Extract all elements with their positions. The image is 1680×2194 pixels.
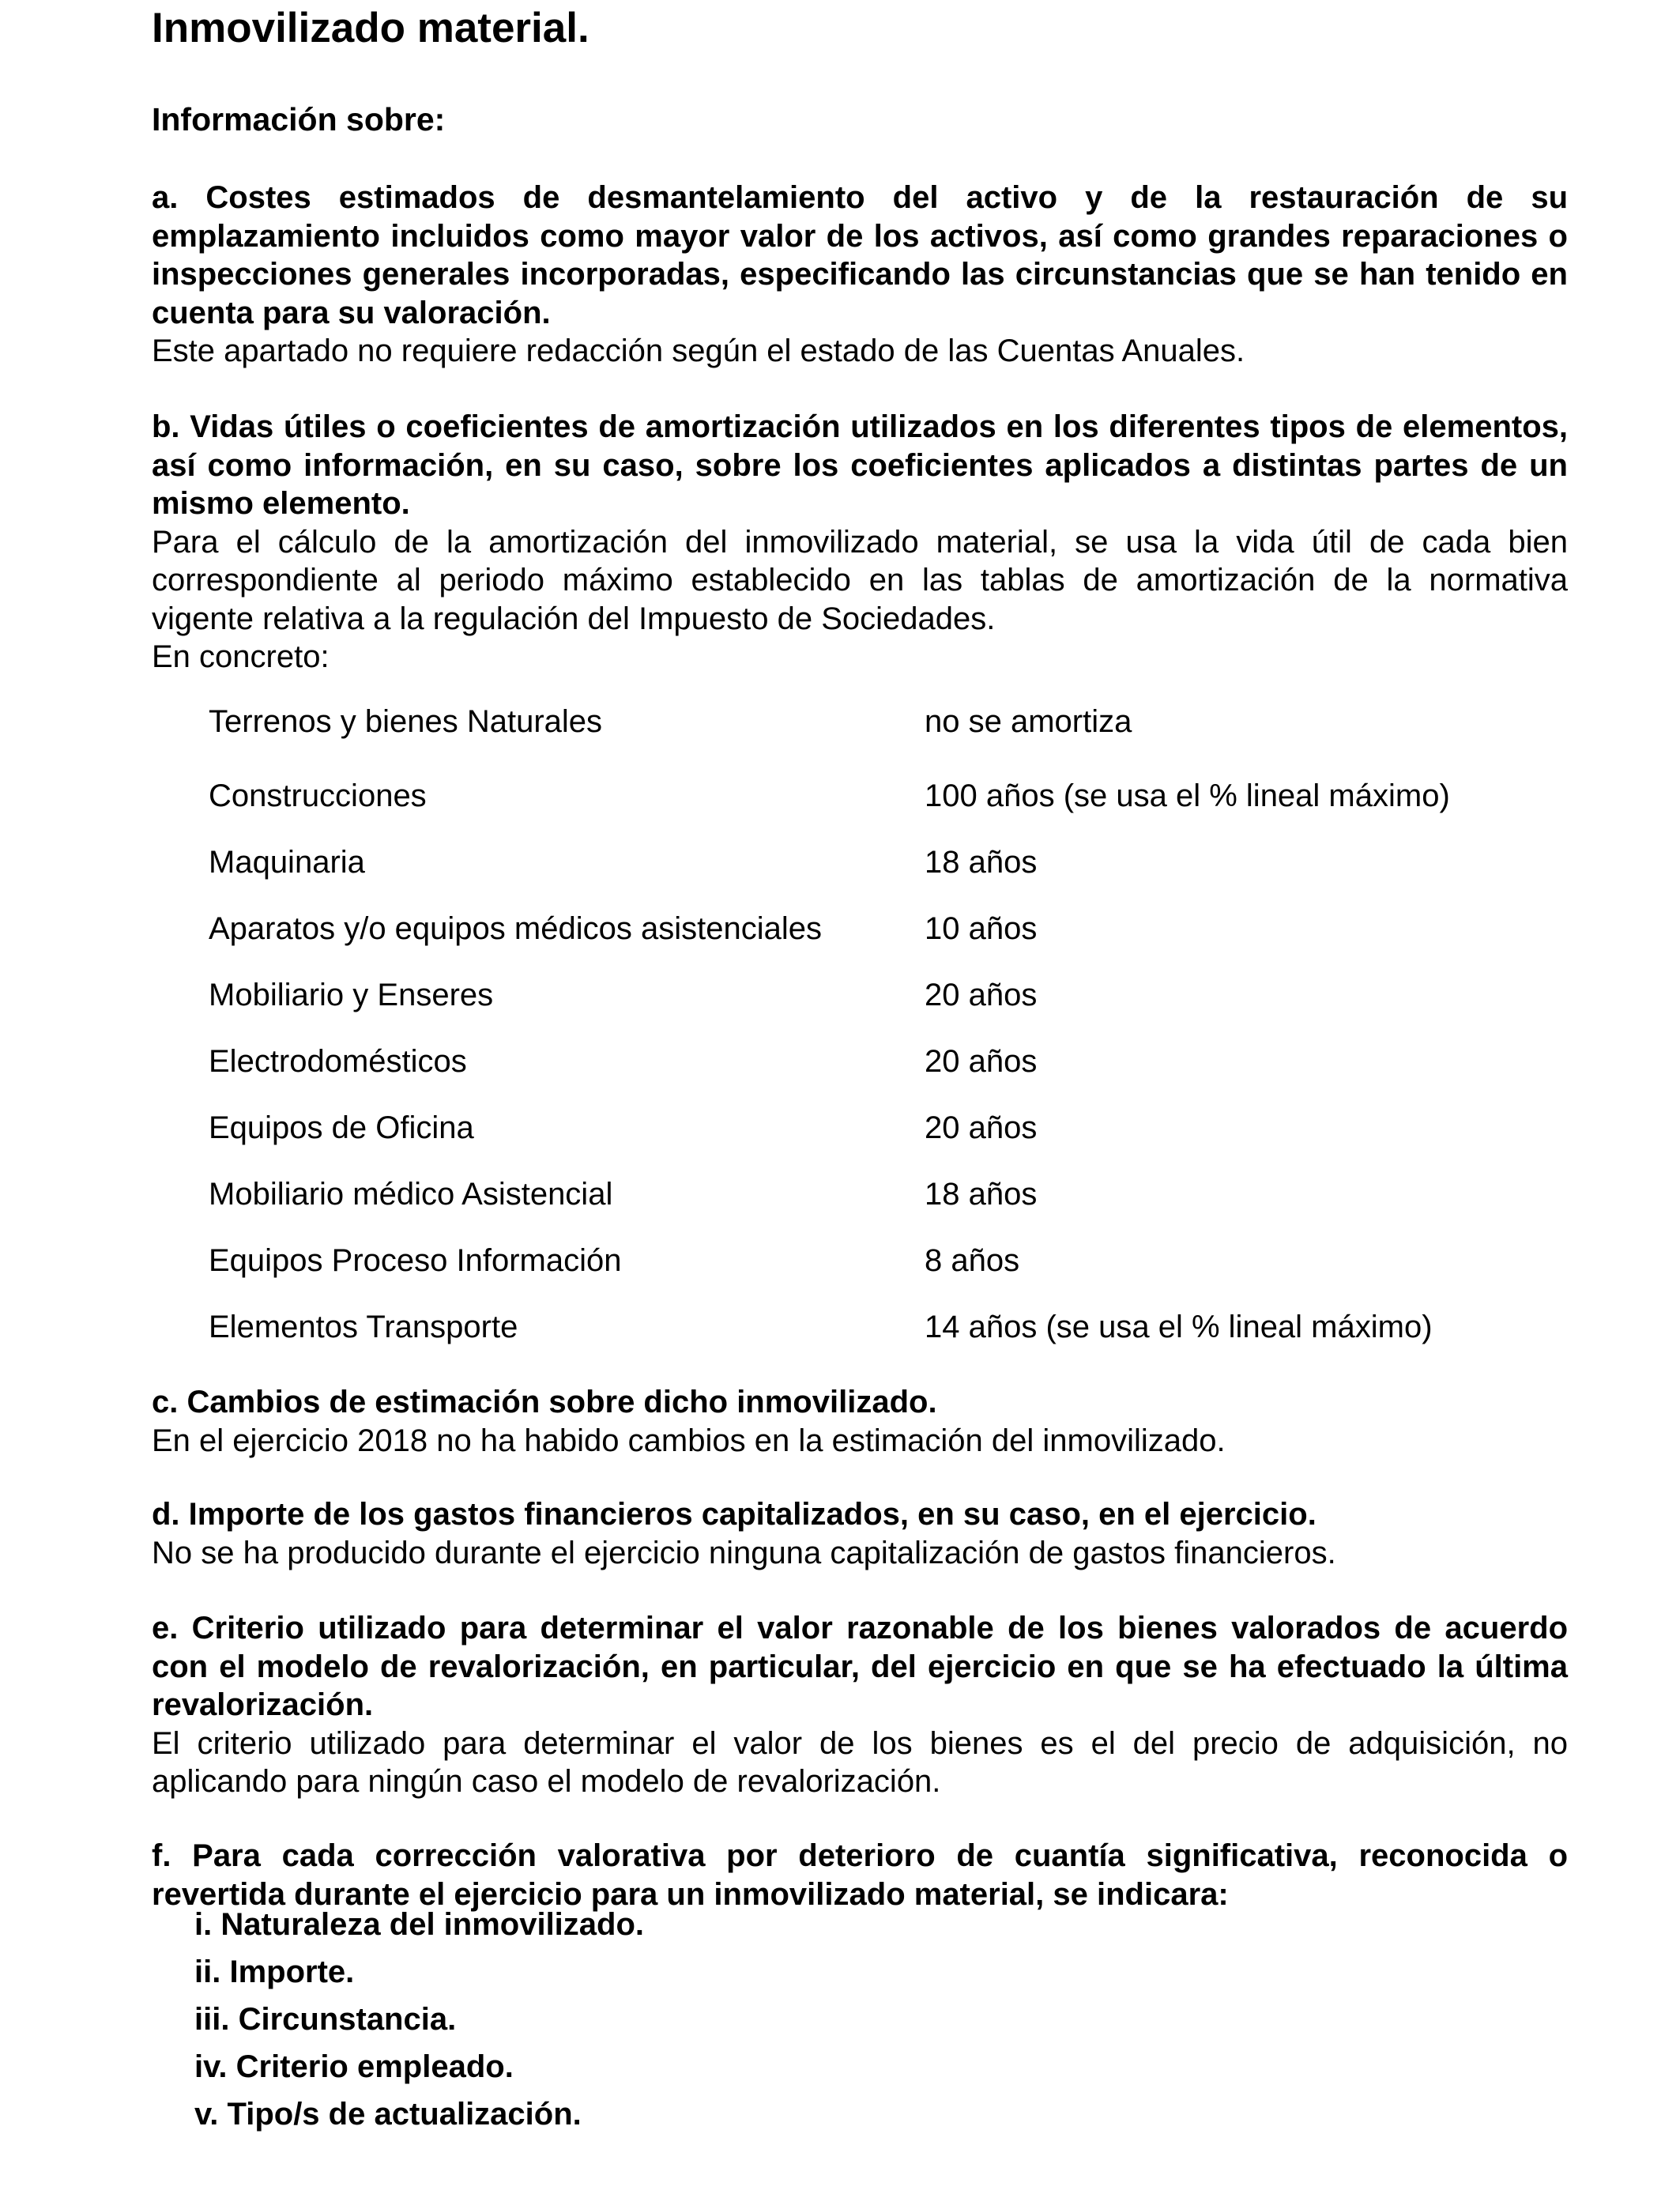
section-b bbox=[152, 408, 1568, 677]
table-row bbox=[209, 975, 1568, 1015]
table-row bbox=[209, 1174, 1568, 1214]
section-c bbox=[152, 1383, 1568, 1460]
useful-life: 20 años bbox=[925, 1110, 1038, 1145]
asset-type: Equipos de Oficina bbox=[209, 1110, 474, 1145]
table-row bbox=[209, 702, 1568, 741]
table-row bbox=[209, 909, 1568, 948]
table-row bbox=[209, 1042, 1568, 1081]
table-row bbox=[209, 1108, 1568, 1148]
asset-type: Aparatos y/o equipos médicos asistenciales bbox=[209, 911, 822, 946]
section-d-heading: d. Importe de los gastos financieros capitalizados, en su caso, en el ejercicio. bbox=[152, 1497, 1317, 1532]
asset-type: Maquinaria bbox=[209, 845, 365, 880]
page-subtitle: Información sobre: bbox=[152, 101, 446, 138]
table-row bbox=[209, 1307, 1568, 1347]
section-e bbox=[152, 1609, 1568, 1801]
asset-type: Electrodomésticos bbox=[209, 1044, 467, 1079]
section-f-heading: f. Para cada corrección valorativa por deterioro de cuantía significativa, reconocida o revertida durante el ejercicio para un inmovilizado material, se indicara: bbox=[152, 1838, 1568, 1912]
asset-type: Mobiliario médico Asistencial bbox=[209, 1177, 613, 1212]
useful-life: 20 años bbox=[925, 978, 1038, 1012]
section-f bbox=[152, 1837, 1568, 1913]
useful-life: 20 años bbox=[925, 1044, 1038, 1079]
section-d-body: No se ha producido durante el ejercicio ninguna capitalización de gastos financieros. bbox=[152, 1535, 1336, 1570]
section-c-body: En el ejercicio 2018 no ha habido cambios en la estimación del inmovilizado. bbox=[152, 1423, 1226, 1458]
list-item: i. Naturaleza del inmovilizado. bbox=[194, 1907, 645, 1942]
list-item: iv. Criterio empleado. bbox=[194, 2049, 514, 2084]
useful-life: 18 años bbox=[925, 845, 1038, 880]
asset-type: Elementos Transporte bbox=[209, 1310, 518, 1344]
section-a bbox=[152, 179, 1568, 371]
asset-type: Terrenos y bienes Naturales bbox=[209, 704, 603, 739]
list-item: v. Tipo/s de actualización. bbox=[194, 2097, 582, 2132]
asset-type: Mobiliario y Enseres bbox=[209, 978, 494, 1012]
useful-life: 14 años (se usa el % lineal máximo) bbox=[925, 1310, 1433, 1344]
section-c-heading: c. Cambios de estimación sobre dicho inmovilizado. bbox=[152, 1385, 937, 1419]
list-item: ii. Importe. bbox=[194, 1955, 355, 1989]
asset-type: Construcciones bbox=[209, 778, 427, 813]
section-a-body: Este apartado no requiere redacción según el estado de las Cuentas Anuales. bbox=[152, 334, 1245, 368]
section-b-intro: En concreto: bbox=[152, 639, 330, 674]
section-e-body: El criterio utilizado para determinar el valor de los bienes es el del precio de adquisición, no aplicando para ningún caso el modelo de revalorización. bbox=[152, 1725, 1568, 1799]
page-title: Inmovilizado material. bbox=[152, 5, 590, 51]
table-row bbox=[209, 776, 1568, 816]
section-e-heading: e. Criterio utilizado para determinar el valor razonable de los bienes valorados de acuerdo con el modelo de revalorización, en particular, del ejercicio en que se ha efectuado la última revalorización. bbox=[152, 1611, 1568, 1722]
useful-life: 18 años bbox=[925, 1177, 1038, 1212]
useful-life: 10 años bbox=[925, 911, 1038, 946]
table-row bbox=[209, 843, 1568, 882]
useful-life: no se amortiza bbox=[925, 704, 1132, 739]
table-row bbox=[209, 1241, 1568, 1280]
asset-type: Equipos Proceso Información bbox=[209, 1243, 622, 1278]
useful-life: 8 años bbox=[925, 1243, 1020, 1278]
section-b-heading: b. Vidas útiles o coeficientes de amortización utilizados en los diferentes tipos de elementos, así como información, en su caso, sobre los coeficientes aplicados a distintas partes de un mismo elemento. bbox=[152, 409, 1568, 521]
list-item: iii. Circunstancia. bbox=[194, 2002, 457, 2037]
section-a-heading: a. Costes estimados de desmantelamiento del activo y de la restauración de su emplazamiento incluidos como mayor valor de los activos, así como grandes reparaciones o inspecciones generales incorporadas, especificando las circunstancias que se han tenido en cuenta para su valoración. bbox=[152, 180, 1568, 330]
section-b-body: Para el cálculo de la amortización del inmovilizado material, se usa la vida útil de cada bien correspondiente al periodo máximo establecido en las tablas de amortización de la normativa vigente relativa a la regulación del Impuesto de Sociedades. bbox=[152, 524, 1568, 636]
useful-life: 100 años (se usa el % lineal máximo) bbox=[925, 778, 1450, 813]
section-d bbox=[152, 1495, 1568, 1572]
